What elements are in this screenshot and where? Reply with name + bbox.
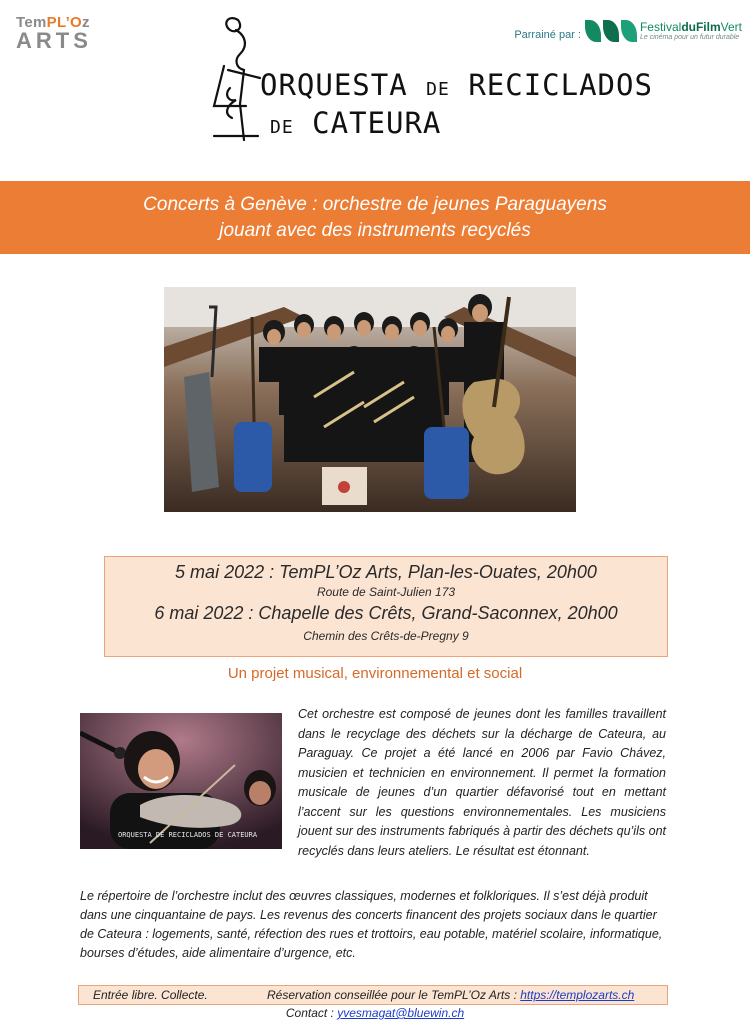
reservation-label: Réservation conseillée pour le TemPL’Oz Arts : (267, 988, 521, 1002)
concert1-address: Route de Saint-Julien 173 (316, 585, 456, 599)
contact-label: Contact : (285, 1006, 338, 1020)
festival-name-part1: Festival (639, 20, 682, 34)
concert2-address: Chemin des Crêts-de-Pregny 9 (303, 629, 469, 643)
temploz-logo-top-accent: PL’O (46, 14, 83, 31)
festival-film-vert-logo (640, 20, 742, 41)
festival-tagline: Le cinéma pour un futur durable (639, 34, 740, 41)
description-paragraph: Cet orchestre est composé de jeunes dont les familles travaillent dans le recyclage des déchets sur la décharge de Cateura, au Paraguay. Ce projet a été lancé en 2006 par Favio Chávez, musicien et technicien en environnement. Il permet la formation musicale de jeunes d’un quartier défavorisé tout en mettant l’accent sur les questions environnementales. Les musiciens jouent sur des instruments fabriqués à partir des déchets qu’ils ont recyclés dans leurs ateliers. Le résultat est étonnant. (298, 707, 666, 858)
orchestra-title-word3: CATEURA (312, 106, 442, 140)
banner-line2: jouant avec des instruments recyclés (219, 219, 531, 241)
leaf-icon-2 (603, 20, 619, 42)
concert2-line: 6 mai 2022 : Chapelle des Crêts, Grand-Saconnex, 20h00 (154, 603, 618, 623)
orchestra-title-word1: ORQUESTA (260, 68, 408, 102)
orchestra-photo-illustration (164, 287, 576, 512)
concert-dates-box (104, 556, 668, 657)
entry-info: Entrée libre. Collecte. (93, 988, 208, 1002)
orchestra-title-word2: RECICLADOS (468, 68, 653, 102)
festival-name-part2: duFilm (681, 20, 721, 34)
title-banner (0, 181, 750, 254)
contact-line (0, 1006, 750, 1020)
orchestra-title-de2: DE (270, 117, 294, 138)
leaf-icon-1 (585, 20, 601, 42)
temploz-logo-top-suffix: z (82, 14, 90, 31)
leaf-icon (585, 20, 637, 42)
repertoire-paragraph: Le répertoire de l’orchestre inclut des œuvres classiques, modernes et folkloriques. Il s’est déjà produit dans une cinquantaine de pays. Les revenus des concerts financent des projets sociaux dans le quartier de Cateura : logements, santé, réfection des rues et trottoirs, eau potable, matériel scolaire, informatique, bourses d’études, aide alimentaire d’urgence, etc. (80, 889, 663, 960)
leaf-icon-3 (621, 20, 637, 42)
sponsor-label: Parrainé par : (514, 29, 581, 41)
shirt-print: ORQUESTA DE RECICLADOS DE CATEURA (118, 831, 258, 839)
sponsor-block (514, 20, 742, 42)
festival-name-part3: Vert (720, 20, 742, 34)
reservation-info (267, 988, 634, 1002)
violinist-photo (80, 713, 282, 849)
project-subtitle: Un projet musical, environnemental et social (227, 665, 523, 682)
concert1-line: 5 mai 2022 : TemPL’Oz Arts, Plan-les-Ouates, 20h00 (175, 562, 597, 582)
temploz-arts-logo (16, 14, 116, 54)
temploz-logo-bottom: ARTS (16, 28, 92, 53)
reservation-link[interactable]: https://templozarts.ch (520, 988, 635, 1002)
violinist-photo-illustration (80, 713, 282, 849)
orchestra-group-photo (164, 287, 576, 512)
contact-email-link[interactable]: yvesmagat@bluewin.ch (337, 1006, 465, 1020)
temploz-logo-top-prefix: Tem (16, 14, 47, 31)
orchestra-title-de1: DE (426, 79, 450, 100)
banner-line1: Concerts à Genève : orchestre de jeunes Paraguayens (143, 193, 607, 215)
orchestra-title-line2 (270, 106, 441, 140)
festival-name (640, 20, 742, 34)
footer-info-box (78, 985, 668, 1005)
orchestra-title-line1 (260, 68, 653, 102)
